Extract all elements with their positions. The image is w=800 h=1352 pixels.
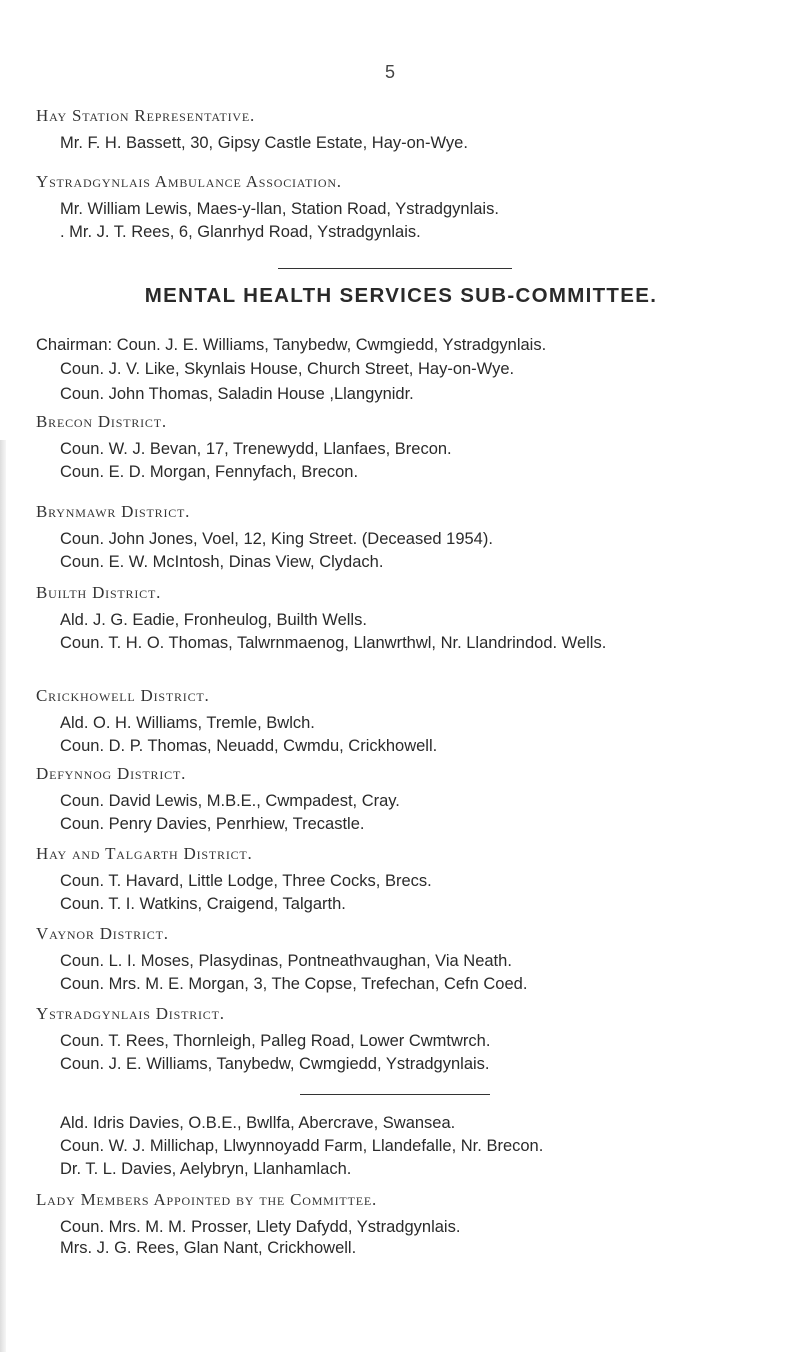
entry: Ald. O. H. Williams, Tremle, Bwlch. <box>60 714 315 732</box>
entry: Mr. William Lewis, Maes-y-llan, Station Road, Ystradgynlais. <box>60 200 499 218</box>
entry: Coun. D. P. Thomas, Neuadd, Cwmdu, Crickhowell. <box>60 737 438 755</box>
district-ystradgynlais <box>36 1002 760 1076</box>
section-heading: Lady Members Appointed by the Committee. <box>36 1190 378 1209</box>
entry: Dr. T. L. Davies, Aelybryn, Llanhamlach. <box>60 1160 352 1178</box>
district-brynmawr <box>36 500 760 574</box>
entry: Mrs. J. G. Rees, Glan Nant, Crickhowell. <box>60 1239 357 1257</box>
page-edge-shadow <box>0 440 6 1352</box>
hay-station-section <box>36 104 760 155</box>
district-heading: Defynnog District. <box>36 764 187 783</box>
district-builth <box>36 581 760 655</box>
ambulance-association-section <box>36 170 760 244</box>
entry: Coun. T. I. Watkins, Craigend, Talgarth. <box>60 895 346 913</box>
district-heading: Brecon District. <box>36 412 167 431</box>
divider-rule <box>278 268 512 269</box>
district-defynnog <box>36 762 760 836</box>
district-heading: Hay and Talgarth District. <box>36 844 253 863</box>
district-brecon <box>36 410 760 484</box>
district-vaynor <box>36 922 760 996</box>
entry: Mr. F. H. Bassett, 30, Gipsy Castle Estate, Hay-on-Wye. <box>60 134 468 152</box>
entry: Coun. Penry Davies, Penrhiew, Trecastle. <box>60 815 365 833</box>
entry: Ald. Idris Davies, O.B.E., Bwllfa, Abercrave, Swansea. <box>60 1114 456 1132</box>
entry: Coun. W. J. Bevan, 17, Trenewydd, Llanfaes, Brecon. <box>60 440 452 458</box>
district-hay-talgarth <box>36 842 760 916</box>
district-heading: Crickhowell District. <box>36 686 210 705</box>
entry: Coun. L. I. Moses, Plasydinas, Pontneathvaughan, Via Neath. <box>60 952 512 970</box>
entry: Coun. David Lewis, M.B.E., Cwmpadest, Cray. <box>60 792 400 810</box>
entry: Coun. J. E. Williams, Tanybedw, Cwmgiedd, Ystradgynlais. <box>60 1055 490 1073</box>
entry: Coun. T. Havard, Little Lodge, Three Cocks, Brecs. <box>60 872 432 890</box>
district-heading: Brynmawr District. <box>36 502 191 521</box>
entry: Ald. J. G. Eadie, Fronheulog, Builth Wells. <box>60 611 367 629</box>
chairman-section <box>36 334 760 407</box>
district-heading: Ystradgynlais District. <box>36 1004 225 1023</box>
chairman-line: Chairman: Coun. J. E. Williams, Tanybedw, Cwmgiedd, Ystradgynlais. <box>36 336 547 354</box>
lady-members-section <box>36 1188 760 1257</box>
entry: Coun. T. H. O. Thomas, Talwrnmaenog, Llanwrthwl, Nr. Llandrindod. Wells. <box>60 634 607 652</box>
entry: . Mr. J. T. Rees, 6, Glanrhyd Road, Ystradgynlais. <box>60 223 421 241</box>
entry: Coun. E. W. McIntosh, Dinas View, Clydach. <box>60 553 384 571</box>
entry: Coun. Mrs. M. M. Prosser, Llety Dafydd, Ystradgynlais. <box>60 1218 461 1236</box>
entry: Coun. Mrs. M. E. Morgan, 3, The Copse, Trefechan, Cefn Coed. <box>60 975 528 993</box>
entry: Coun. John Jones, Voel, 12, King Street. (Deceased 1954). <box>60 530 493 548</box>
entry: Coun. T. Rees, Thornleigh, Palleg Road, Lower Cwmtwrch. <box>60 1032 491 1050</box>
entry: Coun. E. D. Morgan, Fennyfach, Brecon. <box>60 463 359 481</box>
coopted-members-section <box>36 1112 760 1181</box>
section-heading: Hay Station Representative. <box>36 106 256 125</box>
entry: Coun. W. J. Millichap, Llwynnoyadd Farm, Llandefalle, Nr. Brecon. <box>60 1137 544 1155</box>
page-title: MENTAL HEALTH SERVICES SUB-COMMITTEE. <box>144 284 658 307</box>
district-heading: Builth District. <box>36 583 162 602</box>
district-heading: Vaynor District. <box>36 924 169 943</box>
entry: Coun. John Thomas, Saladin House ,Llangynidr. <box>60 385 414 403</box>
section-heading: Ystradgynlais Ambulance Association. <box>36 172 342 191</box>
divider-rule <box>300 1094 490 1095</box>
district-crickhowell <box>36 684 760 758</box>
entry: Coun. J. V. Like, Skynlais House, Church Street, Hay-on-Wye. <box>60 360 515 378</box>
page-number: 5 <box>384 62 395 82</box>
